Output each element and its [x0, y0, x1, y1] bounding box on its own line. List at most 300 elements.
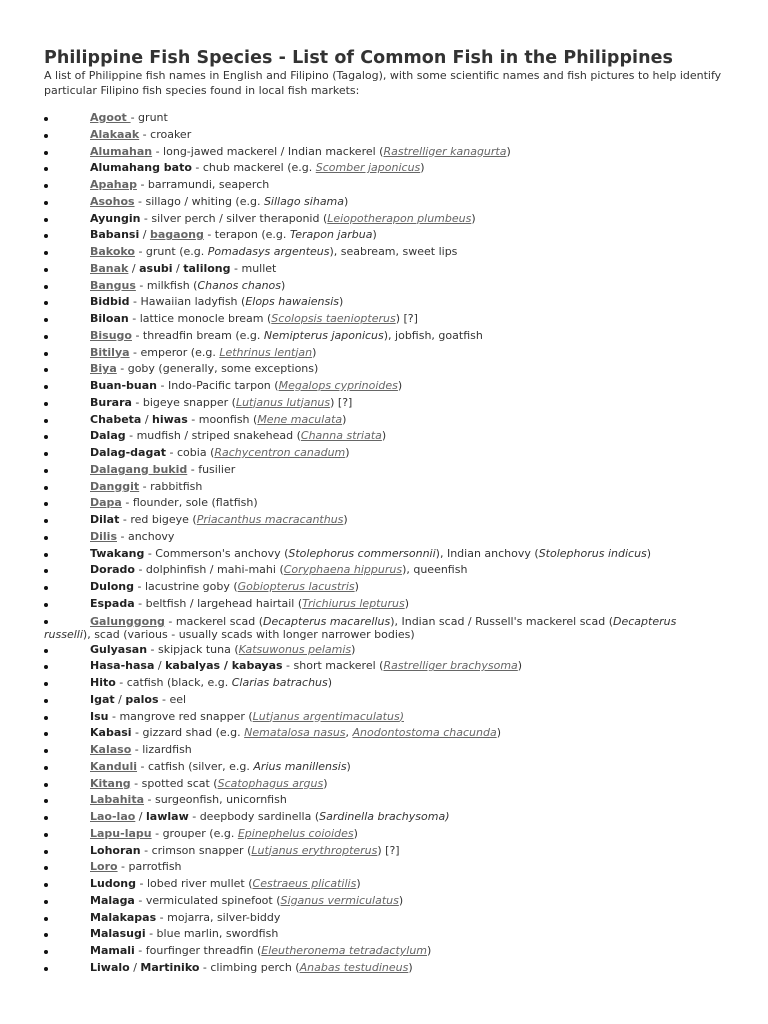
fish-name: Burara	[90, 395, 132, 409]
fish-list-item	[0, 613, 768, 642]
fish-list-item	[0, 177, 768, 194]
fish-entry-text	[90, 943, 431, 960]
fish-list-item	[0, 792, 768, 809]
scientific-name-link[interactable]: Rachycentron canadum	[214, 446, 346, 459]
description-text: )	[404, 596, 409, 610]
description-text: - climbing perch (	[199, 960, 300, 974]
description-text: )	[346, 759, 351, 773]
fish-list-item	[0, 311, 768, 328]
fish-name-link[interactable]: Labahita	[90, 793, 145, 807]
fish-list-item	[0, 378, 768, 395]
description-text: - catfish (black, e.g.	[115, 676, 232, 689]
fish-list-item	[0, 261, 768, 278]
fish-name: hiwas	[152, 412, 188, 426]
description-text: - bigeye snapper (	[131, 395, 236, 409]
scientific-name-link[interactable]: Trichiurus lepturus	[302, 596, 405, 610]
description-text: - long-jawed mackerel / Indian mackerel (	[152, 144, 384, 158]
bullet-icon	[44, 385, 48, 389]
fish-name: Biloan	[90, 312, 129, 325]
fish-list-item	[0, 462, 768, 479]
fish-name: kabalyas / kabayas	[165, 659, 283, 673]
fish-list-item	[0, 294, 768, 311]
fish-name-link[interactable]: Bisugo	[90, 328, 132, 342]
scientific-name-link[interactable]: Gobiopterus lacustris	[237, 580, 355, 593]
fish-entry-text	[90, 495, 258, 512]
scientific-name-link[interactable]: Scolopsis taeniopterus	[271, 312, 396, 325]
description-text: )	[327, 676, 333, 689]
bullet-icon	[44, 218, 48, 222]
description-text: - cobia (	[166, 446, 215, 459]
fish-entry-text	[90, 843, 400, 860]
fish-list-item	[0, 776, 768, 793]
fish-name-link[interactable]: Kitang	[90, 776, 131, 790]
description-text: )	[281, 278, 286, 292]
scientific-name-link[interactable]: Katsuwonus pelamis	[238, 642, 352, 656]
description-text: - crimson snapper (	[140, 843, 252, 857]
description-text: - milkfish (	[135, 278, 198, 292]
description-text: )	[356, 877, 361, 890]
fish-list-item	[0, 675, 768, 692]
description-text: ) [?]	[395, 312, 418, 325]
fish-name-link[interactable]: Lao-lao	[90, 810, 136, 823]
fish-name-link[interactable]: Galunggong	[90, 614, 165, 628]
fish-entry-text	[90, 211, 476, 228]
fish-list-item	[0, 445, 768, 462]
fish-name: Malaga	[90, 893, 135, 907]
description-text: - lacustrine goby (	[134, 580, 238, 593]
bullet-icon	[44, 816, 48, 820]
fish-name-link[interactable]: Bakoko	[90, 245, 135, 258]
fish-name: Buan-buan	[90, 379, 157, 392]
fish-entry-text	[90, 428, 386, 445]
description-text: )	[353, 826, 358, 840]
description-text: - silver perch / silver theraponid (	[140, 211, 328, 225]
fish-entry-text	[90, 792, 287, 809]
bullet-icon	[44, 900, 48, 904]
fish-entry-text	[90, 859, 182, 876]
description-text: - grunt	[130, 111, 168, 124]
bullet-icon	[44, 950, 48, 954]
description-text: )	[427, 944, 432, 957]
fish-entry-text	[90, 144, 511, 161]
fish-name: Hito	[90, 676, 116, 689]
fish-list-item	[0, 893, 768, 910]
fish-entry-text	[90, 412, 346, 429]
fish-list-item	[0, 529, 768, 546]
bullet-icon	[44, 799, 48, 803]
fish-entry-text	[90, 529, 174, 546]
bullet-icon	[44, 318, 48, 322]
bullet-icon	[44, 335, 48, 339]
description-text: - lizardfish	[131, 743, 192, 756]
bullet-icon	[44, 117, 48, 121]
bullet-icon	[44, 833, 48, 837]
scientific-name-link[interactable]: Leiopotherapon plumbeus	[327, 211, 472, 225]
fish-entry-text	[90, 445, 350, 462]
fish-list-item	[0, 127, 768, 144]
description-text: - lattice monocle bream (	[128, 312, 272, 325]
scientific-name-link[interactable]: Rastrelliger brachysoma	[383, 659, 518, 673]
description-text: )	[372, 228, 377, 242]
fish-name: Bidbid	[90, 295, 130, 309]
bullet-icon	[44, 553, 48, 557]
scientific-name-link[interactable]: Rastrelliger kanagurta	[383, 144, 507, 158]
fish-entry-text	[90, 194, 348, 211]
fish-entry-text	[90, 776, 328, 793]
description-text: /	[139, 228, 150, 242]
fish-entry-text	[90, 562, 467, 579]
fish-name-link[interactable]: Bangus	[90, 278, 136, 292]
fish-name-link[interactable]: Kanduli	[90, 759, 138, 773]
scientific-name: Sardinella brachysoma)	[319, 810, 450, 823]
fish-list-item	[0, 859, 768, 876]
fish-entry-text	[90, 642, 355, 659]
bullet-icon	[44, 285, 48, 289]
description-text: )	[496, 726, 501, 740]
fish-list-item	[0, 328, 768, 345]
fish-name-link[interactable]: Lapu-lapu	[90, 826, 152, 840]
description-text: ,	[345, 726, 353, 740]
bullet-icon	[44, 251, 48, 255]
bullet-icon	[44, 967, 48, 971]
fish-entry-text	[90, 960, 413, 977]
description-text: /	[135, 810, 147, 823]
fish-name: talilong	[183, 261, 231, 275]
description-text: /	[129, 960, 141, 974]
description-text: )	[381, 429, 387, 443]
bullet-icon	[44, 569, 48, 573]
scientific-name-link[interactable]: Scomber japonicus	[315, 161, 421, 175]
fish-name: Malasugi	[90, 927, 146, 941]
fish-list-item	[0, 579, 768, 596]
description-text: )	[398, 893, 404, 907]
description-text: - fusilier	[187, 462, 236, 476]
fish-entry-text	[90, 658, 522, 675]
fish-entry-text	[90, 345, 316, 362]
fish-entry-text	[90, 361, 318, 378]
description-text: - fourfinger threadfin (	[134, 944, 262, 957]
scientific-name-link[interactable]: Scatophagus argus	[217, 776, 324, 790]
intro-paragraph: A list of Philippine fish names in English and Filipino (Tagalog), with some scientific names and fish pictures to help identify particular Filipino fish species found in local fish markets:	[44, 69, 722, 97]
scientific-name: Nemipterus japonicus	[263, 328, 384, 342]
fish-list-item	[0, 194, 768, 211]
fish-entry-text	[90, 395, 352, 412]
fish-entry-text	[90, 759, 351, 776]
scientific-name-link[interactable]: Lutjanus erythropterus	[251, 843, 378, 857]
fish-list-item	[0, 110, 768, 127]
fish-name-link[interactable]: Danggit	[90, 479, 140, 493]
description-text: ), seabream, sweet lips	[329, 245, 458, 258]
bullet-icon	[44, 134, 48, 138]
description-text: - mojarra, silver-biddy	[156, 910, 281, 924]
bullet-icon	[44, 184, 48, 188]
bullet-icon	[44, 435, 48, 439]
fish-name: Babansi	[90, 228, 140, 242]
bullet-icon	[44, 766, 48, 770]
fish-list-item	[0, 278, 768, 295]
bullet-icon	[44, 749, 48, 753]
fish-name-link[interactable]: Asohos	[90, 194, 135, 208]
description-text: ), scad (various - usually scads with longer narrower bodies)	[82, 628, 415, 641]
description-text: - red bigeye (	[119, 513, 197, 526]
description-text: )	[323, 776, 328, 790]
scientific-name-link[interactable]: Priacanthus macracanthus	[196, 513, 344, 526]
scientific-name-link[interactable]: Mene maculata	[257, 412, 343, 426]
fish-list-item	[0, 642, 768, 659]
scientific-name: Chanos chanos	[197, 278, 281, 292]
scientific-name: Stolephorus indicus	[538, 546, 647, 560]
fish-entry-text	[90, 462, 235, 479]
fish-entry-text	[90, 160, 425, 177]
bullet-icon	[44, 649, 48, 653]
description-text: - Commerson's anchovy (	[144, 546, 289, 560]
description-text: - moonfish (	[187, 412, 258, 426]
description-text: - catfish (silver, e.g.	[137, 759, 254, 773]
description-text: )	[354, 580, 359, 593]
description-text: )	[506, 144, 511, 158]
fish-name: asubi	[139, 261, 173, 275]
fish-list-item	[0, 943, 768, 960]
fish-entry-text	[90, 809, 449, 826]
scientific-name-link[interactable]: Anodontostoma chacunda	[352, 726, 497, 740]
fish-name: Ludong	[90, 877, 136, 890]
fish-entry-text	[90, 826, 358, 843]
description-text: ), Indian anchovy (	[435, 546, 539, 560]
description-text: ), queenfish	[402, 563, 468, 577]
description-text: - sillago / whiting (e.g.	[134, 194, 264, 208]
bullet-icon	[44, 419, 48, 423]
bullet-icon	[44, 850, 48, 854]
scientific-name-link[interactable]: Coryphaena hippurus	[283, 563, 403, 577]
scientific-name-link[interactable]: Channa striata	[300, 429, 382, 443]
description-text: - beltfish / largehead hairtail (	[134, 596, 303, 610]
fish-list-item	[0, 876, 768, 893]
description-text: )	[471, 211, 476, 225]
description-text: ), Indian scad / Russell's mackerel scad (	[390, 614, 613, 628]
description-text: - grouper (e.g.	[151, 826, 238, 840]
fish-entry-text	[90, 675, 332, 692]
description-text: - mudfish / striped snakehead (	[125, 429, 301, 443]
fish-list-item	[0, 211, 768, 228]
description-text: - mangrove red snapper (	[108, 709, 253, 723]
scientific-name-link[interactable]: Anabas testudineus	[299, 960, 409, 974]
fish-name-link[interactable]: bagaong	[149, 228, 204, 242]
bullet-icon	[44, 716, 48, 720]
scientific-name-link[interactable]: Megalops cyprinoides	[278, 379, 398, 392]
bullet-icon	[44, 268, 48, 272]
page-title: Philippine Fish Species - List of Common Fish in the Philippines	[44, 48, 673, 68]
bullet-icon	[44, 586, 48, 590]
description-text: - vermiculated spinefoot (	[134, 893, 281, 907]
bullet-icon	[44, 234, 48, 238]
scientific-name-link[interactable]: Lutjanus lutjanus	[235, 395, 331, 409]
description-text: - surgeonfish, unicornfish	[144, 793, 287, 807]
fish-name: Dorado	[90, 563, 135, 577]
fish-entry-text	[90, 926, 278, 943]
description-text: - gizzard shad (e.g.	[131, 726, 245, 740]
fish-name-link[interactable]: Agoot	[90, 111, 131, 124]
description-text: - Indo-Pacific tarpon (	[157, 379, 279, 392]
bullet-icon	[44, 301, 48, 305]
fish-name-link[interactable]: Dapa	[90, 496, 122, 510]
fish-entry-text	[90, 910, 280, 927]
fish-name: Twakang	[90, 546, 145, 560]
description-text: ) [?]	[330, 395, 353, 409]
fish-list-item	[0, 546, 768, 563]
fish-name-link[interactable]: Biya	[90, 362, 117, 376]
description-text: - flounder, sole (flatfish)	[121, 496, 258, 510]
scientific-name-link[interactable]: Epinephelus coioides	[237, 826, 354, 840]
fish-name: Dalag	[90, 429, 126, 443]
fish-name-link[interactable]: Kalaso	[90, 743, 132, 756]
fish-name: Liwalo	[90, 960, 130, 974]
scientific-name: Terapon jarbua	[289, 228, 373, 242]
fish-name: Mamali	[90, 944, 135, 957]
description-text: )	[646, 546, 652, 560]
scientific-name-link[interactable]: Siganus vermiculatus	[280, 893, 399, 907]
fish-entry-text	[90, 177, 269, 194]
fish-entry-text	[90, 876, 361, 893]
fish-list-item	[0, 428, 768, 445]
bullet-icon	[44, 933, 48, 937]
fish-list-item	[0, 512, 768, 529]
description-text: )	[345, 446, 350, 459]
fish-name: Ayungin	[90, 211, 141, 225]
fish-list-item	[0, 742, 768, 759]
scientific-name: Decapterus russelli	[44, 614, 677, 641]
fish-name: Alumahang bato	[90, 161, 192, 175]
scientific-name: Arius manillensis	[253, 759, 347, 773]
fish-list-item	[0, 495, 768, 512]
fish-entry-text	[90, 294, 343, 311]
fish-name-link[interactable]: Alumahan	[90, 144, 153, 158]
description-text: - barramundi, seaperch	[136, 178, 270, 191]
scientific-name-link[interactable]: )	[399, 709, 404, 723]
scientific-name: Stolephorus commersonnii	[288, 546, 436, 560]
bullet-icon	[44, 603, 48, 607]
description-text: - grunt (e.g.	[134, 245, 208, 258]
description-text: )	[312, 345, 317, 359]
fish-list	[0, 110, 768, 977]
scientific-name: Pomadasys argenteus	[207, 245, 330, 258]
fish-name: Espada	[90, 596, 135, 610]
fish-name: Hasa-hasa	[90, 659, 155, 673]
description-text: )	[517, 659, 523, 673]
fish-name: Gulyasan	[90, 642, 148, 656]
fish-name-link[interactable]: Loro	[90, 860, 118, 874]
fish-name-link[interactable]: Banak	[90, 261, 129, 275]
fish-entry-text	[90, 709, 404, 726]
bullet-icon	[44, 519, 48, 523]
scientific-name-link[interactable]: Eleutheronema tetradactylum	[261, 944, 428, 957]
bullet-icon	[44, 883, 48, 887]
description-text: - threadfin bream (e.g.	[131, 328, 264, 342]
description-text: /	[154, 659, 166, 673]
scientific-name-link[interactable]: Nematalosa nasus	[244, 726, 346, 740]
bullet-icon	[44, 469, 48, 473]
fish-name-link[interactable]: Alakaak	[90, 127, 140, 141]
fish-list-item	[0, 709, 768, 726]
fish-list-item	[0, 144, 768, 161]
bullet-icon	[44, 452, 48, 456]
fish-name-link[interactable]: Bitilya	[90, 345, 130, 359]
fish-name-link[interactable]: Dilis	[90, 529, 117, 543]
description-text: - mullet	[230, 261, 277, 275]
description-text: - terapon (e.g.	[203, 228, 290, 242]
bullet-icon	[44, 151, 48, 155]
fish-name: palos	[125, 692, 159, 706]
description-text: )	[339, 295, 344, 309]
description-text: - spotted scat (	[130, 776, 218, 790]
bullet-icon	[44, 368, 48, 372]
description-text: - parrotfish	[117, 860, 182, 874]
description-text: /	[172, 261, 184, 275]
bullet-icon	[44, 783, 48, 787]
scientific-name-link[interactable]: Cestraeus plicatilis	[252, 877, 357, 890]
description-text: - croaker	[139, 127, 192, 141]
fish-entry-text	[90, 725, 501, 742]
description-text: - blue marlin, swordfish	[145, 927, 279, 941]
description-text: )	[351, 642, 356, 656]
scientific-name: Decapterus macarellus	[263, 614, 391, 628]
bullet-icon	[44, 732, 48, 736]
description-text: )	[343, 513, 348, 526]
fish-entry-text	[90, 596, 409, 613]
fish-entry-text	[90, 261, 276, 278]
fish-entry-text	[90, 244, 457, 261]
description-text: /	[128, 261, 140, 275]
scientific-name-link[interactable]: Lethrinus lentjan	[219, 345, 313, 359]
fish-entry-text	[90, 311, 418, 328]
fish-entry-text	[44, 615, 694, 642]
fish-name-link[interactable]: Dalagang bukid	[90, 462, 188, 476]
fish-name: Dulong	[90, 580, 134, 593]
fish-list-item	[0, 759, 768, 776]
fish-entry-text	[90, 278, 285, 295]
description-text: /	[114, 692, 126, 706]
description-text: - lobed river mullet (	[135, 877, 253, 890]
description-text: /	[141, 412, 153, 426]
description-text: )	[342, 412, 347, 426]
bullet-icon	[44, 536, 48, 540]
description-text: - dolphinfish / mahi-mahi (	[134, 563, 284, 577]
bullet-icon	[44, 402, 48, 406]
fish-entry-text	[90, 227, 377, 244]
fish-name: Lohoran	[90, 843, 141, 857]
fish-entry-text	[90, 127, 191, 144]
fish-entry-text	[90, 692, 186, 709]
scientific-name-link[interactable]: Lutjanus argentimaculatus	[252, 709, 400, 723]
fish-name-link[interactable]: Apahap	[90, 178, 137, 191]
fish-name: Malakapas	[90, 910, 157, 924]
bullet-icon	[44, 486, 48, 490]
bullet-icon	[44, 502, 48, 506]
description-text: )	[397, 379, 403, 392]
description-text: - chub mackerel (e.g.	[191, 161, 316, 175]
description-text: ) [?]	[377, 843, 400, 857]
description-text: - Hawaiian ladyfish (	[129, 295, 246, 309]
fish-name: Kabasi	[90, 726, 132, 740]
fish-list-item	[0, 596, 768, 613]
fish-name: Dalag-dagat	[90, 446, 167, 459]
fish-list-item	[0, 160, 768, 177]
fish-list-item	[0, 960, 768, 977]
fish-name: Isu	[90, 709, 109, 723]
bullet-icon	[44, 665, 48, 669]
scientific-name: Sillago sihama	[263, 194, 345, 208]
description-text: - emperor (e.g.	[129, 345, 220, 359]
fish-entry-text	[90, 479, 202, 496]
